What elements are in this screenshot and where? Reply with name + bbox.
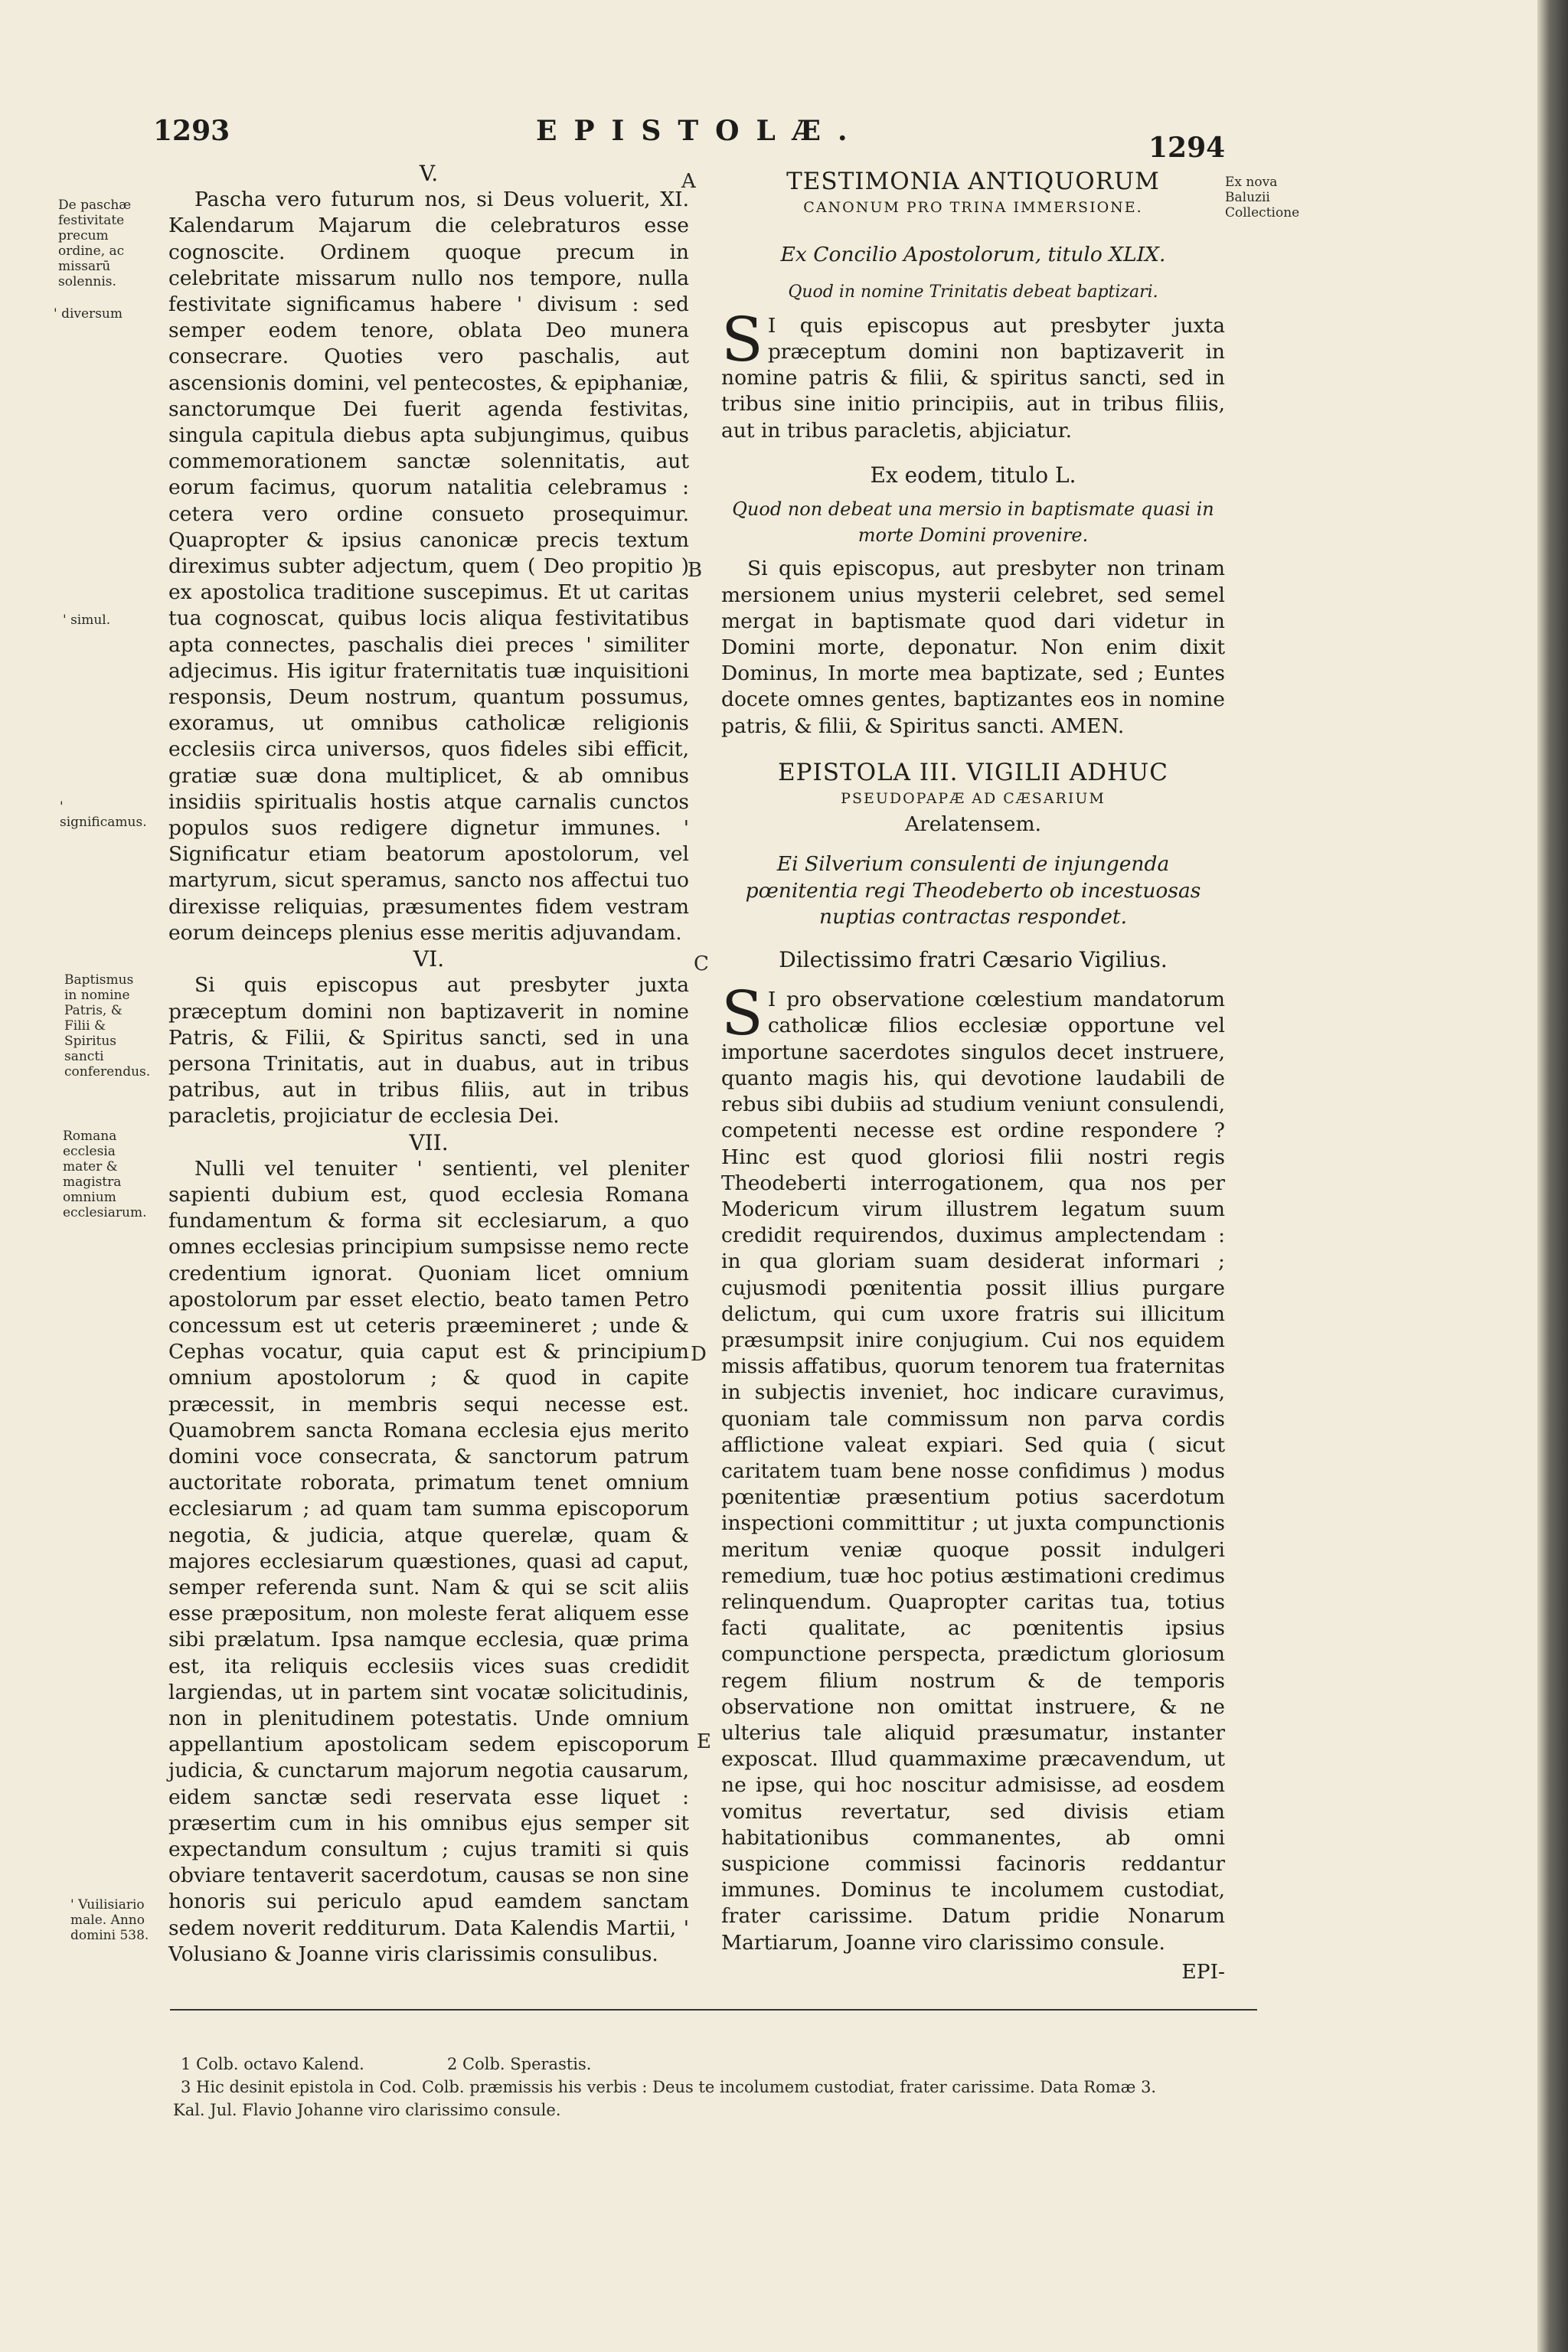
- book-edge: [1537, 0, 1568, 2352]
- salutation: Dilectissimo fratri Cæsario Vigilius.: [779, 947, 1168, 973]
- drop-cap-s-2: S: [721, 978, 763, 1050]
- epistola-subtitle: PSEUDOPAPÆ AD CÆSARIUM: [841, 790, 1106, 808]
- rubric-1: Quod in nomine Trinitatis debeat baptizari.: [788, 282, 1158, 302]
- section-v-text: Pascha vero futurum nos, si Deus voluerit, XI. Kalendarum Majarum die celebraturos esse cognoscite. Ordinem quoque precum in celebritate missarum nullo nos tempore, nulla festivitate significamus habere ' divisum : sed semper eodem tenore, oblata Deo munera consecrare. Quoties vero paschalis, aut ascensionis domini, vel pentecostes, & epiphaniæ, sanctorumque Dei fuerit agenda festivitas, singula capitula diebus apta subjungimus, quibus commemorationem sanctæ solennitatis, aut eorum facimus, quorum natalitia celebramus : cetera vero ordine consueto prosequimur. Quapropter & ipsius canonicæ precis textum direximus subter adjectum, quem ( Deo propitio ) ex apostolica traditione suscepimus. Et ut caritas tua cognoscat, quibus locis aliqua festivitatibus apta connectes, paschalis diei preces ' similiter adjecimus. His igitur fraternitatis tuæ inquisitioni responsis, Deum nostrum, quantum possumus, exoramus, ut omnibus catholicæ religionis ecclesiis circa universos, quos fideles sibi efficit, gratiæ suæ dona multiplicet, & ab omnibus insidiis spiritualis hostis atque carnalis cunctos populos suos redigere dignetur immunes. ' Significatur etiam beatorum apostolorum, vel martyrum, sicut speramus, sancto nos affectui tuo direxisse reliquias, præsumentes fidem vestram eorum deinceps plenius esse meritis adjuvandam.: [168, 188, 689, 945]
- canon-2-text: Si quis episcopus, aut presbyter non trinam mersionem unius mysterii celebret, sed semel mergat in baptismate quod dari videtur in Domini morte, deponatur. Non enim dixit Dominus, In morte mea baptizate, sed ; Euntes docete omnes gentes, baptizantes eos in nomine patris, & filii, & Spiritus sancti. AMEN.: [721, 557, 1225, 738]
- source-heading-2: Ex eodem, titulo L.: [870, 462, 1076, 488]
- epistola-summary: Ei Silverium consulenti de injungenda pœnitentia regi Theodeberto ob incestuosas nuptias contractas respondet.: [745, 852, 1201, 929]
- footnote-2: 2 Colb. Sperastis.: [447, 2055, 592, 2073]
- margin-note-paschae: De paschæ festivitate precum ordine, ac missarū solennis.: [58, 198, 132, 289]
- source-heading-1: Ex Concilio Apostolorum, titulo XLIX.: [780, 243, 1166, 267]
- testimonia-title: TESTIMONIA ANTIQUORUM: [786, 168, 1160, 195]
- footnote-3: 3 Hic desinit epistola in Cod. Colb. præmissis his verbis : Deus te incolumem custodiat, frater carissime. Data Romæ 3.: [181, 2078, 1157, 2096]
- margin-note-baluzii: Ex nova Baluzii Collectione: [1225, 175, 1300, 220]
- section-vii-heading: VII.: [409, 1129, 449, 1155]
- footnote-rule: [170, 2009, 1257, 2011]
- testimonia-subtitle: CANONUM PRO TRINA IMMERSIONE.: [803, 199, 1143, 217]
- section-v-heading: V.: [419, 161, 439, 186]
- page-number-left: 1293: [153, 115, 230, 147]
- section-vi-heading: VI.: [413, 946, 445, 972]
- section-letter-c: C: [694, 952, 709, 975]
- margin-note-simul: ' simul.: [63, 612, 111, 628]
- catchword: EPI-: [1181, 1959, 1225, 1984]
- section-letter-b: B: [688, 559, 703, 582]
- canon-1-text: S I quis episcopus aut presbyter juxta præceptum domini non baptizaverit in nomine patris & filii, & spiritus sancti, sed in tribus sine initio principiis, aut in tribus filiis, aut in tribus paracletis, abjiciatur.: [721, 303, 1225, 443]
- page-number-right: 1294: [1148, 132, 1226, 164]
- section-letter-d: D: [691, 1343, 707, 1366]
- epistola-title: EPISTOLA III. VIGILII ADHUC: [777, 758, 1169, 786]
- section-letter-a: A: [681, 170, 696, 193]
- rubric-2: Quod non debeat una mersio in baptismate quasi in morte Domini provenire.: [732, 498, 1214, 547]
- margin-note-diversum: ' diversum: [54, 306, 122, 322]
- running-title: EPISTOLÆ.: [536, 115, 864, 147]
- epistola-text: S I pro observatione cœlestium mandatorum catholicæ filios ecclesiæ opportune vel importune sacerdotes singulos decet instruere, quanto magis his, qui devotione laudabili de rebus sibi dubiis ad studium veniunt consulendi, competenti necesse est ordine respondere ? Hinc est quod gloriosi filii nostri regis Theodeberti interrogationem, qua nos per Modericum virum illustrem legatum suum credidit requirendos, duximus amplectendam : in qua gloriam suam desiderat informari ; cujusmodi pœnitentia possit illius purgare delictum, qui cum uxore fratris sui illicitum præsumpsit inire conjugium. Cui nos equidem missis affatibus, quorum tenorem tua fraternitas in subjectis inveniet, hoc indicare curavimus, quoniam tale commissum non parva cordis afflictione valeat expiari. Sed quia ( sicut caritatem tuam bene nosse confidimus ) modus pœnitentiæ præsentium potius sacerdotum inspectioni committitur ; ut juxta compunctionis meritum veniæ quoque possit indulgeri remedium, tuæ hoc potius æstimationi credimus relinquendum. Quapropter caritas tua, totius facti qualitate, ac pœnitentis ipsius compunctione perspecta, prædictum gloriosum regem filium nostrum & de temporis observatione non omittat instruere, & ne ulterius tale aliquid præsumatur, instanter exposcat. Illud quammaxime præcavendum, ut ne ipse, qui hoc noscitur admisisse, ad eosdem vomitus revertatur, sed divisis etiam habitationibus commanentes, ab omni suspicione commissi facinoris reddantur immunes. Dominus te incolumem custodiat, frater carissime. Datum pridie Nonarum Martiarum, Joanne viro clarissimo consule.: [721, 978, 1225, 1955]
- margin-note-romana: Romana ecclesia mater & magistra omnium ecclesiarum.: [63, 1129, 147, 1220]
- footnote-4: Kal. Jul. Flavio Johanne viro clarissimo consule.: [173, 2101, 561, 2119]
- footnote-1: 1 Colb. octavo Kalend.: [181, 2055, 364, 2073]
- section-vi-text: Si quis episcopus aut presbyter juxta præceptum domini non baptizaverit in nomine Patris, & Filii, & Spiritus sancti, sed in una persona Trinitatis, aut in duabus, aut in tribus patribus, aut in tribus filiis, aut in tribus paracletis, projiciatur de ecclesia Dei.: [168, 973, 689, 1129]
- drop-cap-s: S: [721, 303, 763, 375]
- section-letter-e: E: [697, 1730, 711, 1753]
- right-column: [721, 168, 1225, 1985]
- margin-note-significamus: ' significamus.: [60, 799, 147, 830]
- margin-note-baptismus: Baptismus in nomine Patris, & Filii & Spiritus sancti conferendus.: [64, 972, 151, 1080]
- margin-note-vuilisiario: ' Vuilisiario male. Anno domini 538.: [70, 1897, 149, 1943]
- left-column: [168, 161, 689, 1968]
- epistola-subtitle-2: Arelatensem.: [905, 812, 1041, 837]
- section-vii-text: Nulli vel tenuiter ' sentienti, vel pleniter sapienti dubium est, quod ecclesia Romana fundamentum & forma sit ecclesiarum, a quo omnes ecclesias principium sumpsisse nemo recte credentium ignorat. Quoniam licet omnium apostolorum par esset electio, beato tamen Petro concessum est ut ceteris præemineret ; unde & Cephas vocatur, quia caput est & principium omnium apostolorum ; & quod in capite præcessit, in membris sequi necesse est. Quamobrem sancta Romana ecclesia ejus merito domini voce consecrata, & sanctorum patrum auctoritate roborata, primatum tenet omnium ecclesiarum ; ad quam tam summa episcoporum negotia, & judicia, atque querelæ, quam & majores ecclesiarum quæstiones, quasi ad caput, semper referenda sunt. Nam & qui se scit aliis esse præpositum, non moleste ferat aliquem esse sibi prælatum. Ipsa namque ecclesia, quæ prima est, ita reliquis ecclesiis vices suas credidit largiendas, ut in partem sint vocatæ solicitudinis, non in plenitudinem potestatis. Unde omnium appellantium apostolicam sedem episcoporum judicia, & cunctarum majorum negotia causarum, eidem sanctæ sedi reservata esse liquet : præsertim cum in his omnibus ejus semper sit expectandum consultum ; cujus tramiti si quis obviare tentaverit sacerdotum, causas se non sine honoris sui periculo apud eamdem sanctam sedem noverit redditurum. Data Kalendis Martii, ' Volusiano & Joanne viris clarissimis consulibus.: [168, 1156, 689, 1966]
